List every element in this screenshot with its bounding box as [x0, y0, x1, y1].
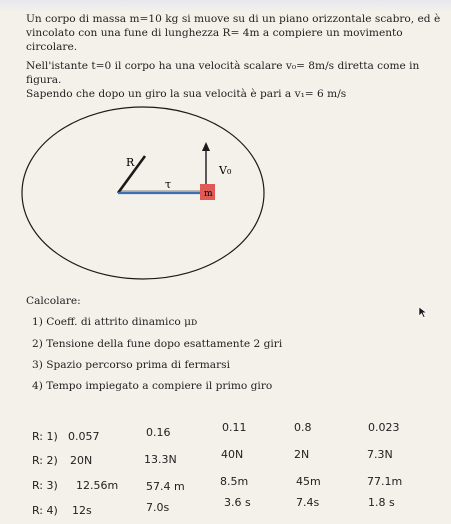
answer-option: 20N: [70, 454, 93, 467]
label-m: m: [204, 189, 213, 199]
question-3: 3) Spazio percorso prima di fermarsi: [32, 359, 230, 371]
answer-row-label: R: 1): [32, 430, 58, 443]
answer-option: 77.1m: [367, 475, 403, 488]
answer-row-label: R: 2): [32, 454, 58, 467]
intro-line-3: Nell'istante t=0 il corpo ha una velocità scalare v₀= 8m/s diretta come in figura.: [26, 60, 420, 86]
problem-statement: [26, 12, 446, 101]
answer-option: 57.4 m: [146, 480, 185, 493]
answer-row-label: R: 4): [32, 504, 58, 517]
intro-line-2: vincolato con una fune di lunghezza R= 4m a compiere un movimento circolare.: [26, 27, 403, 53]
question-2: 2) Tensione della fune dopo esattamente 2 giri: [32, 338, 283, 350]
answer-option: 0.023: [368, 421, 400, 434]
mouse-cursor-icon: [418, 306, 428, 318]
answer-option: 0.8: [294, 421, 312, 434]
answer-option: 2N: [294, 448, 310, 461]
question-4: 4) Tempo impiegato a compiere il primo giro: [32, 380, 273, 392]
top-edge: [0, 0, 451, 12]
circular-motion-diagram: [0, 104, 451, 304]
answer-option: 7.4s: [296, 496, 320, 509]
answer-option: 13.3N: [144, 453, 177, 466]
answer-option: 7.3N: [367, 448, 393, 461]
questions-title: Calcolare:: [26, 295, 81, 307]
label-R: R: [126, 156, 135, 169]
answer-option: 12s: [72, 504, 92, 517]
question-1: 1) Coeff. di attrito dinamico μᴅ: [32, 316, 198, 328]
answer-option: 0.057: [68, 430, 100, 443]
intro-line-1: Un corpo di massa m=10 kg si muove su di un piano orizzontale scabro, ed è: [26, 13, 441, 25]
answer-option: 1.8 s: [368, 496, 395, 509]
answer-option: 12.56m: [76, 479, 119, 492]
label-v0: V₀: [219, 164, 232, 177]
answer-option: 7.0s: [146, 501, 170, 514]
velocity-arrow-head: [202, 142, 210, 151]
answer-option: 0.16: [146, 426, 171, 439]
answer-option: 8.5m: [220, 475, 249, 488]
answer-option: 45m: [296, 475, 321, 488]
answer-option: 40N: [221, 448, 244, 461]
label-tau: τ: [165, 178, 172, 191]
answer-option: 0.11: [222, 421, 247, 434]
answer-option: 3.6 s: [224, 496, 251, 509]
intro-line-4: Sapendo che dopo un giro la sua velocità è pari a v₁= 6 m/s: [26, 88, 347, 100]
answer-row-label: R: 3): [32, 479, 58, 492]
